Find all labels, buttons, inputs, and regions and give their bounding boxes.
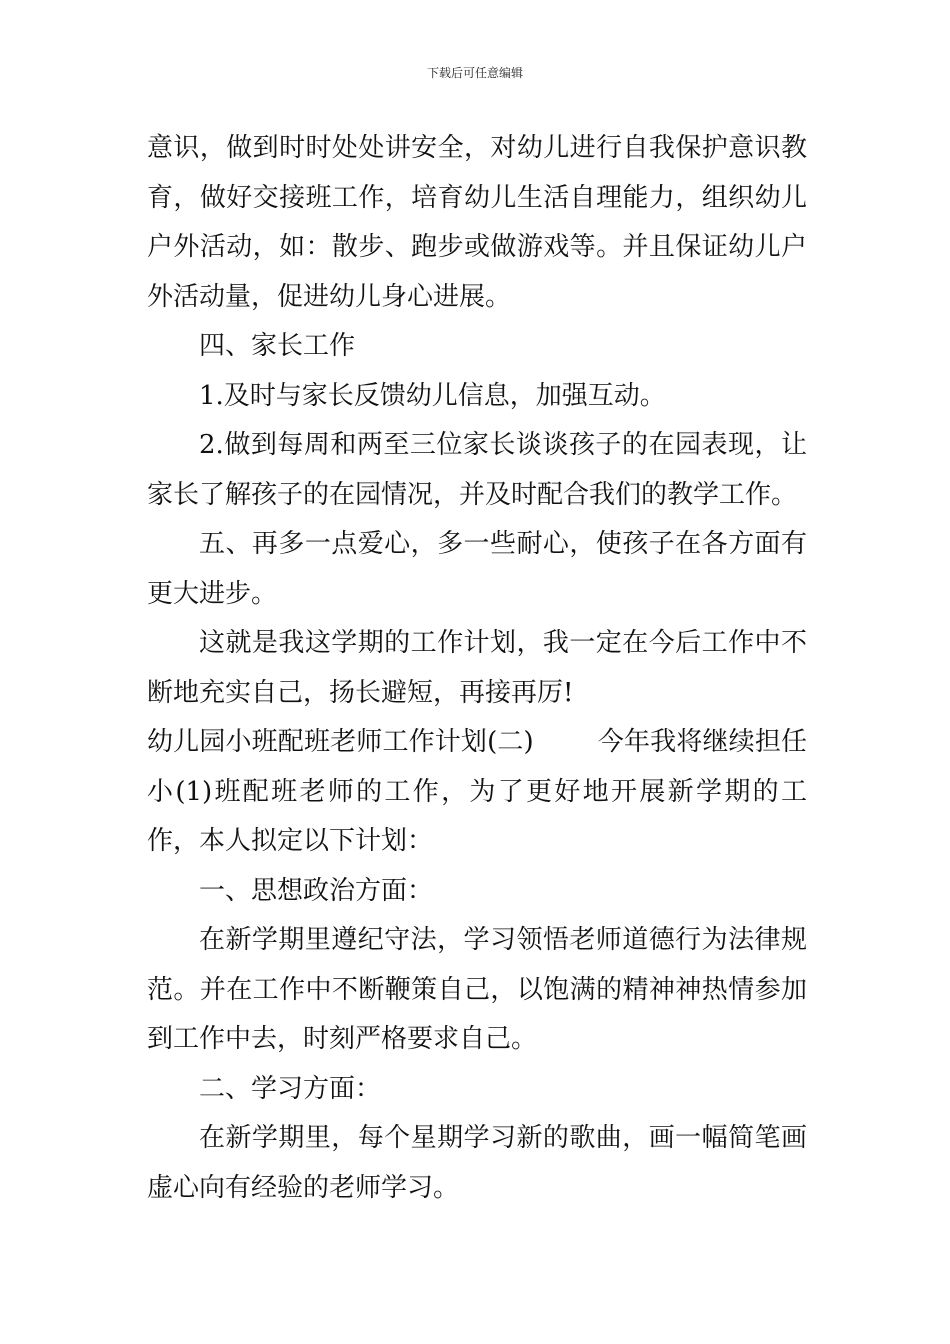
list-item-1: 1.及时与家长反馈幼儿信息，加强互动。 xyxy=(199,380,666,411)
paragraph-conclusion: 这就是我这学期的工作计划，我一定在今后工作中不断地充实自己，扬长避短，再接再厉! xyxy=(147,628,807,708)
paragraph-plan-two xyxy=(147,718,807,867)
document-body xyxy=(147,124,807,1213)
page-header: 下载后可任意编辑 xyxy=(426,66,523,80)
list-item-2: 2.做到每周和两至三位家长谈谈孩子的在园表现，让家长了解孩子的在园情况，并及时配合我们的教学工作。 xyxy=(147,430,807,510)
heading-more-love: 五、再多一点爱心，多一些耐心，使孩子在各方面有更大进步。 xyxy=(147,529,807,609)
heading-ideology: 一、思想政治方面： xyxy=(199,875,434,906)
paragraph-safety: 意识，做到时时处处讲安全，对幼儿进行自我保护意识教育，做好交接班工作，培育幼儿生活自理能力，组织幼儿户外活动，如：散步、跑步或做游戏等。并且保证幼儿户外活动量，促进幼儿身心进展。 xyxy=(147,133,807,312)
paragraph-study: 在新学期里，每个星期学习新的歌曲，画一幅简笔画虚心向有经验的老师学习。 xyxy=(147,1123,807,1203)
paragraph-ideology: 在新学期里遵纪守法，学习领悟老师道德行为法律规范。并在工作中不断鞭策自己，以饱满的精神神热情参加到工作中去，时刻严格要求自己。 xyxy=(147,925,807,1054)
plan-two-intro: 今年我将继续担任小(1)班配班老师的工作，为了更好地开展新学期的工作，本人拟定以下计划： xyxy=(147,727,807,856)
plan-two-title: 幼儿园小班配班老师工作计划(二) xyxy=(147,727,534,757)
heading-study: 二、学习方面： xyxy=(199,1073,382,1104)
heading-parent-work: 四、家长工作 xyxy=(199,331,356,361)
